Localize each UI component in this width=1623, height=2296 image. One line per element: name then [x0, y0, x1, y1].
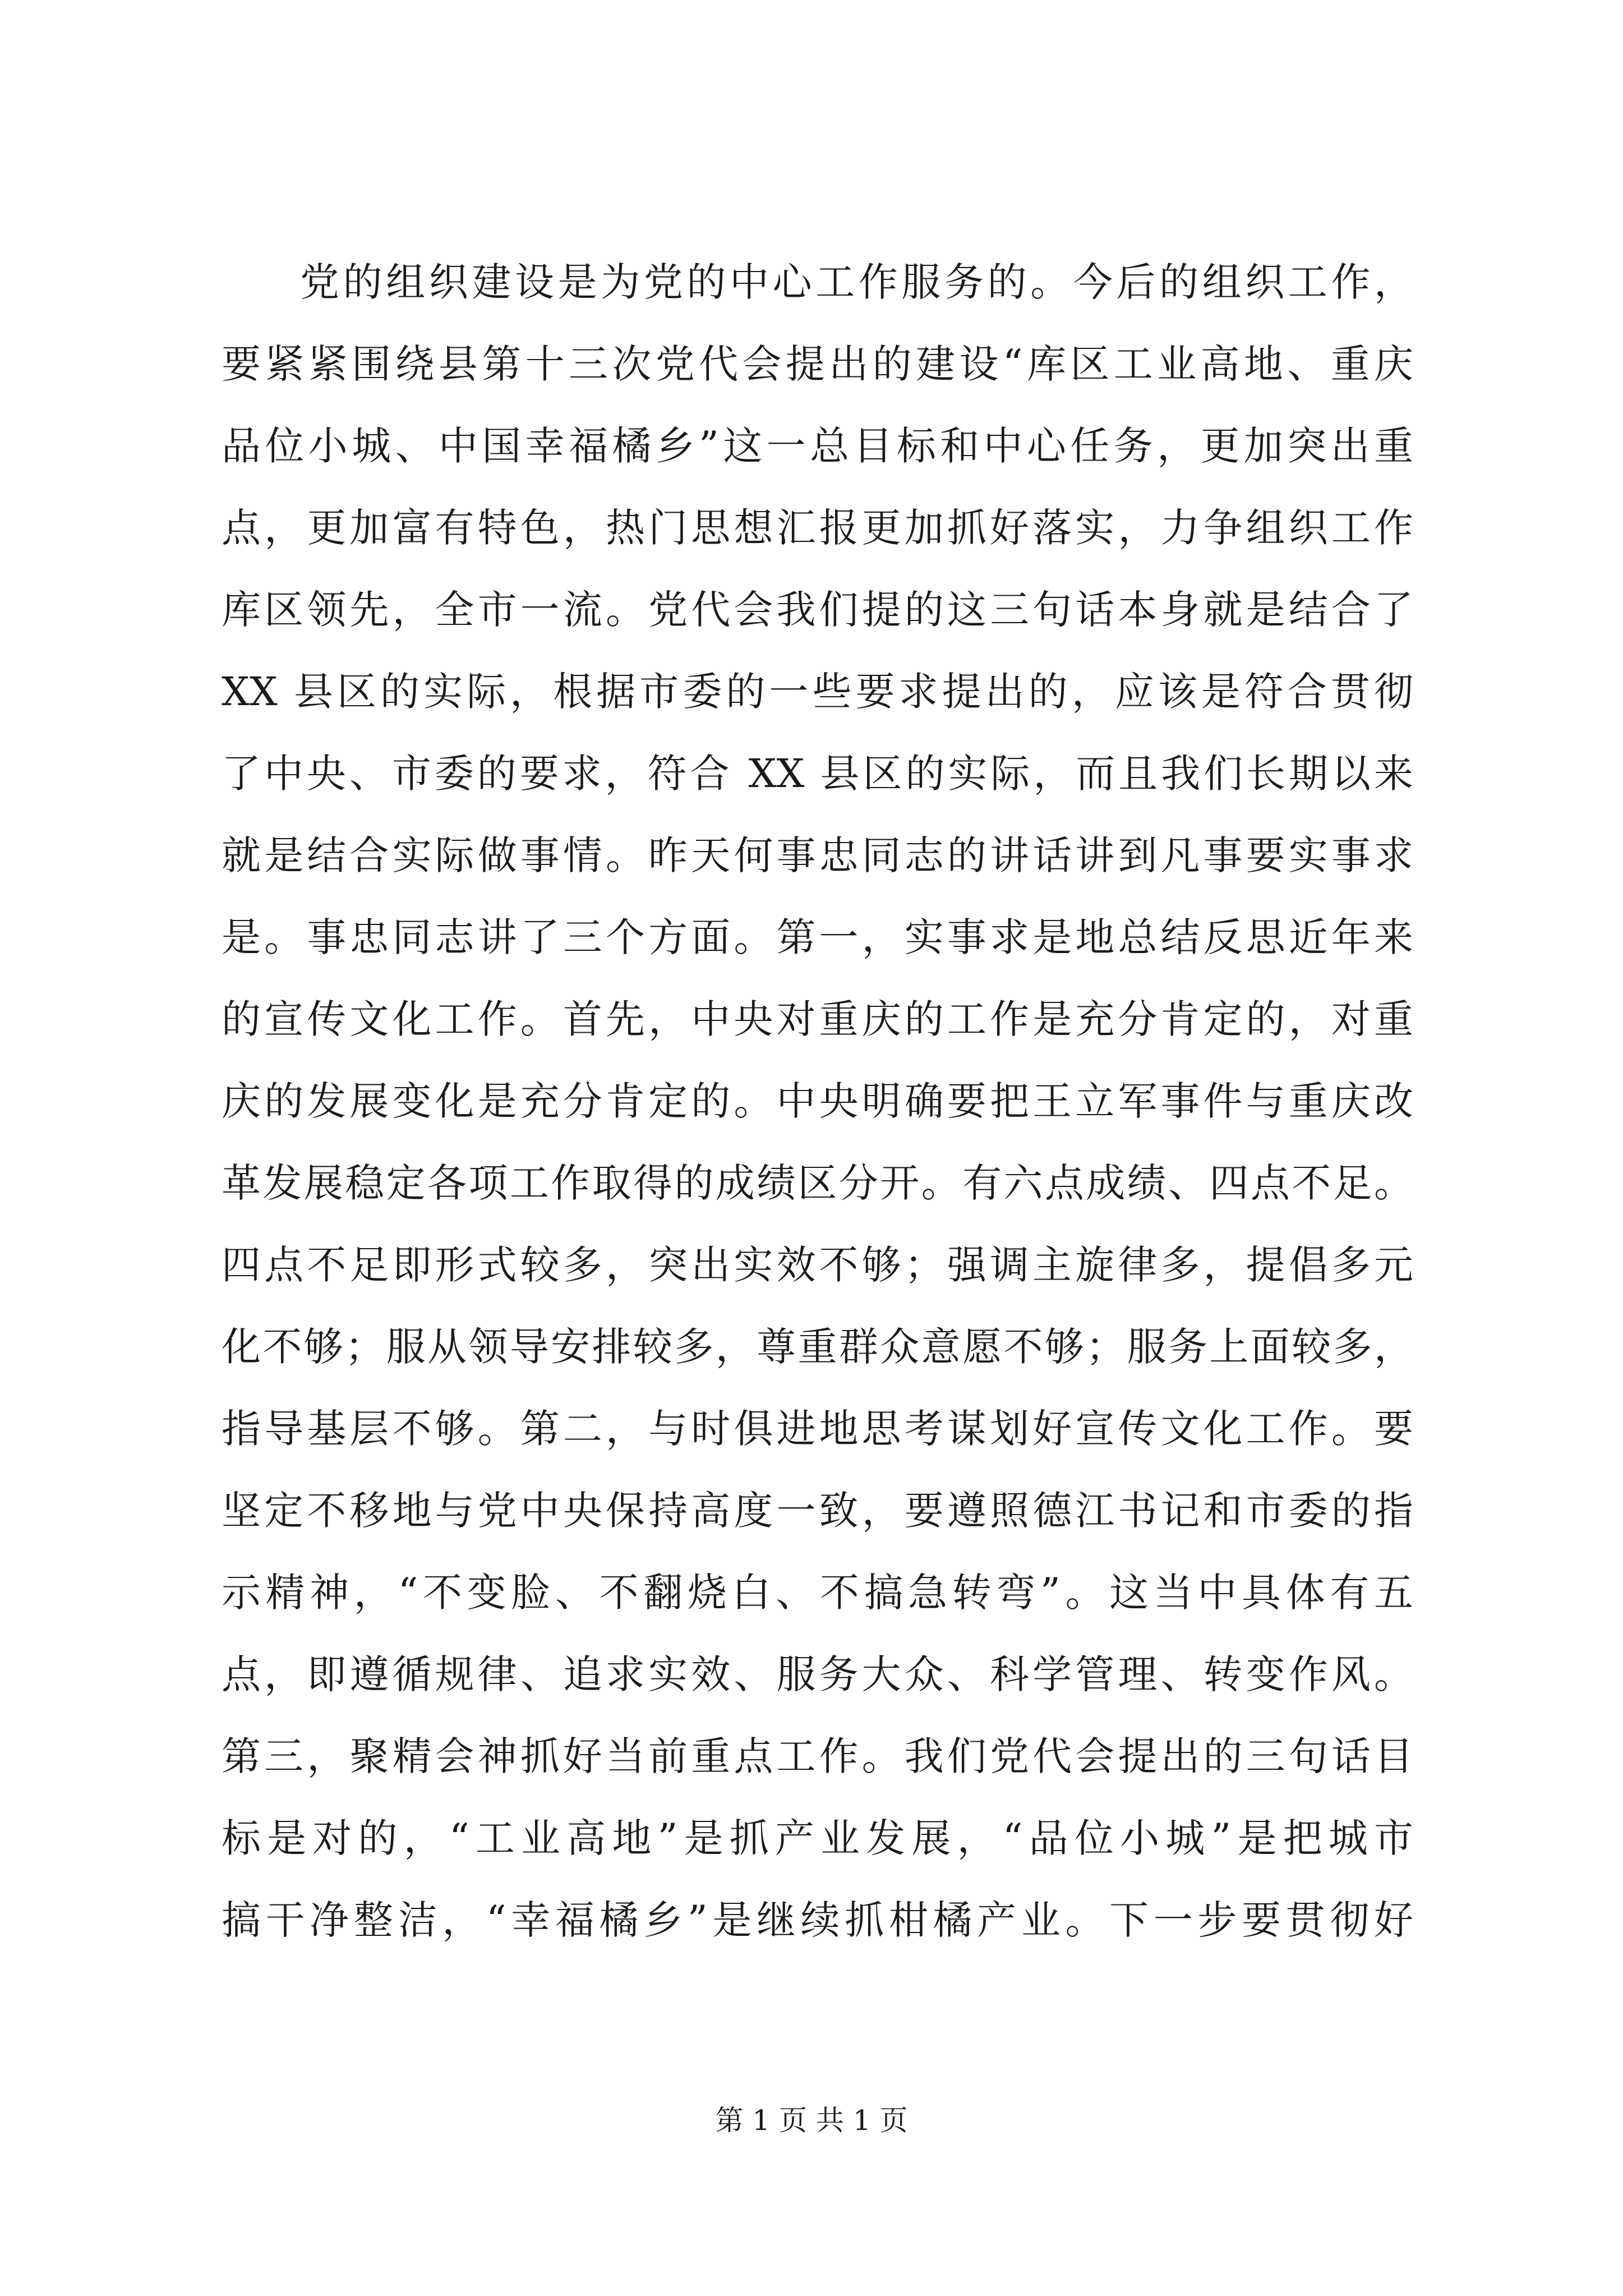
text-line: 就是结合实际做事情。昨天何事忠同志的讲话讲到凡事要实事求 [222, 832, 1413, 878]
text-line: 四点不足即形式较多，突出实效不够；强调主旋律多，提倡多元 [222, 1242, 1413, 1288]
text-line: 第三，聚精会神抓好当前重点工作。我们党代会提出的三句话目 [222, 1733, 1413, 1779]
text-line: 搞干净整洁，“幸福橘乡”是继续抓柑橘产业。下一步要贯彻好 [222, 1897, 1413, 1943]
body-paragraph [222, 241, 1413, 1961]
text-line: 标是对的，“工业高地”是抓产业发展，“品位小城”是把城市 [222, 1815, 1413, 1861]
text-line: 党的组织建设是为党的中心工作服务的。今后的组织工作， [300, 259, 1413, 305]
text-line: 了中央、市委的要求，符合 XX 县区的实际，而且我们长期以来 [222, 751, 1413, 797]
text-line: 是。事忠同志讲了三个方面。第一，实事求是地总结反思近年来 [222, 914, 1413, 960]
text-line: 点，更加富有特色，热门思想汇报更加抓好落实，力争组织工作 [222, 505, 1413, 551]
text-line: 革发展稳定各项工作取得的成绩区分开。有六点成绩、四点不足。 [222, 1160, 1413, 1206]
text-line: 坚定不移地与党中央保持高度一致，要遵照德江书记和市委的指 [222, 1488, 1413, 1534]
text-line: 庆的发展变化是充分肯定的。中央明确要把王立军事件与重庆改 [222, 1078, 1413, 1124]
text-line: XX 县区的实际，根据市委的一些要求提出的，应该是符合贯彻 [222, 669, 1413, 715]
text-line: 库区领先，全市一流。党代会我们提的这三句话本身就是结合了 [222, 587, 1413, 633]
text-line: 的宣传文化工作。首先，中央对重庆的工作是充分肯定的，对重 [222, 996, 1413, 1042]
page-number-footer: 第 1 页 共 1 页 [715, 2104, 908, 2137]
text-line: 化不够；服从领导安排较多，尊重群众意愿不够；服务上面较多， [222, 1324, 1413, 1370]
text-line: 点，即遵循规律、追求实效、服务大众、科学管理、转变作风。 [222, 1651, 1413, 1697]
text-line: 要紧紧围绕县第十三次党代会提出的建设“库区工业高地、重庆 [222, 341, 1413, 387]
text-line: 品位小城、中国幸福橘乡”这一总目标和中心任务，更加突出重 [222, 423, 1413, 469]
text-line: 示精神，“不变脸、不翻烧白、不搞急转弯”。这当中具体有五 [222, 1570, 1413, 1616]
text-line: 指导基层不够。第二，与时俱进地思考谋划好宣传文化工作。要 [222, 1406, 1413, 1452]
